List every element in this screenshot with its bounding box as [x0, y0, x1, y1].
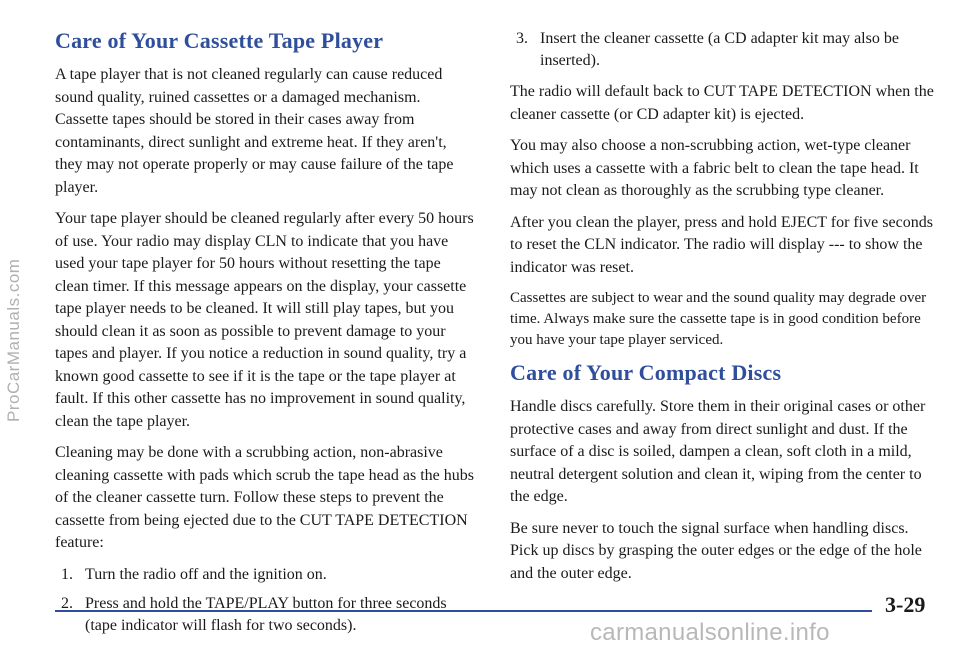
footer-watermark: carmanualsonline.info: [590, 619, 830, 646]
list-item: [55, 564, 475, 586]
cleaning-steps-list-continued: [510, 28, 935, 72]
step-text: Press and hold the TAPE/PLAY button for three seconds (tape indicator will flash for two seconds).: [85, 594, 447, 634]
paragraph: Cassettes are subject to wear and the sound quality may degrade over time. Always make sure the cassette tape is in good condition before you have your tape player serviced.: [510, 290, 927, 348]
section-heading-compact-discs: Care of Your Compact Discs: [510, 360, 782, 385]
step-number: 1.: [61, 565, 73, 583]
paragraph: Handle discs carefully. Store them in their original cases or other protective cases and away from direct sunlight and dust. If the surface of a disc is soiled, dampen a clean, soft cloth in a mild, neutral detergent solution and clean it, wiping from the center to the edge.: [510, 398, 926, 505]
list-item: [510, 28, 935, 72]
paragraph: A tape player that is not cleaned regularly can cause reduced sound quality, ruined cassettes or a damaged mechanism. Cassette tapes should be stored in their cases away from contaminants, direct sunlight and extreme heat. If they aren't, they may not operate properly or may cause failure of the tape player.: [55, 66, 454, 196]
cleaning-steps-list: [55, 564, 475, 637]
paragraph: Your tape player should be cleaned regularly after every 50 hours of use. Your radio may display CLN to indicate that you have used your tape player for 50 hours without resetting the tape clean timer. If this message appears on the display, your cassette tape player needs to be cleaned. It will still play tapes, but you should clean it as soon as possible to prevent damage to your tapes and player. If you notice a reduction in sound quality, try a known good cassette to see if it is the tape or the tape player at fault. If this other cassette has no improvement in sound quality, clean the tape player.: [55, 210, 474, 430]
section-heading-cassette: Care of Your Cassette Tape Player: [55, 28, 384, 53]
list-item: [55, 593, 475, 637]
paragraph: Cleaning may be done with a scrubbing action, non-abrasive cleaning cassette with pads which scrub the tape head as the hubs of the cleaner cassette turn. Follow these steps to prevent the cassette from being ejected due to the CUT TAPE DETECTION feature:: [55, 444, 474, 551]
footer-rule: [55, 610, 872, 612]
side-watermark: ProCarManuals.com: [4, 258, 23, 422]
paragraph: The radio will default back to CUT TAPE DETECTION when the cleaner cassette (or CD adapter kit) is ejected.: [510, 83, 934, 123]
right-column: [510, 28, 935, 594]
page-number: 3-29: [885, 592, 926, 617]
paragraph: You may also choose a non-scrubbing action, wet-type cleaner which uses a cassette with a fabric belt to clean the tape head. It may not clean as thoroughly as the scrubbing type cleaner.: [510, 137, 919, 199]
step-text: Turn the radio off and the ignition on.: [85, 565, 327, 583]
step-number: 2.: [61, 594, 73, 612]
paragraph: After you clean the player, press and hold EJECT for five seconds to reset the CLN indicator. The radio will display --- to show the indicator was reset.: [510, 213, 933, 276]
left-column: [55, 28, 475, 644]
step-text: Insert the cleaner cassette (a CD adapter kit may also be inserted).: [540, 30, 899, 69]
step-number: 3.: [516, 30, 528, 47]
paragraph: Be sure never to touch the signal surface when handling discs. Pick up discs by grasping the outer edges or the edge of the hole and the outer edge.: [510, 519, 922, 582]
